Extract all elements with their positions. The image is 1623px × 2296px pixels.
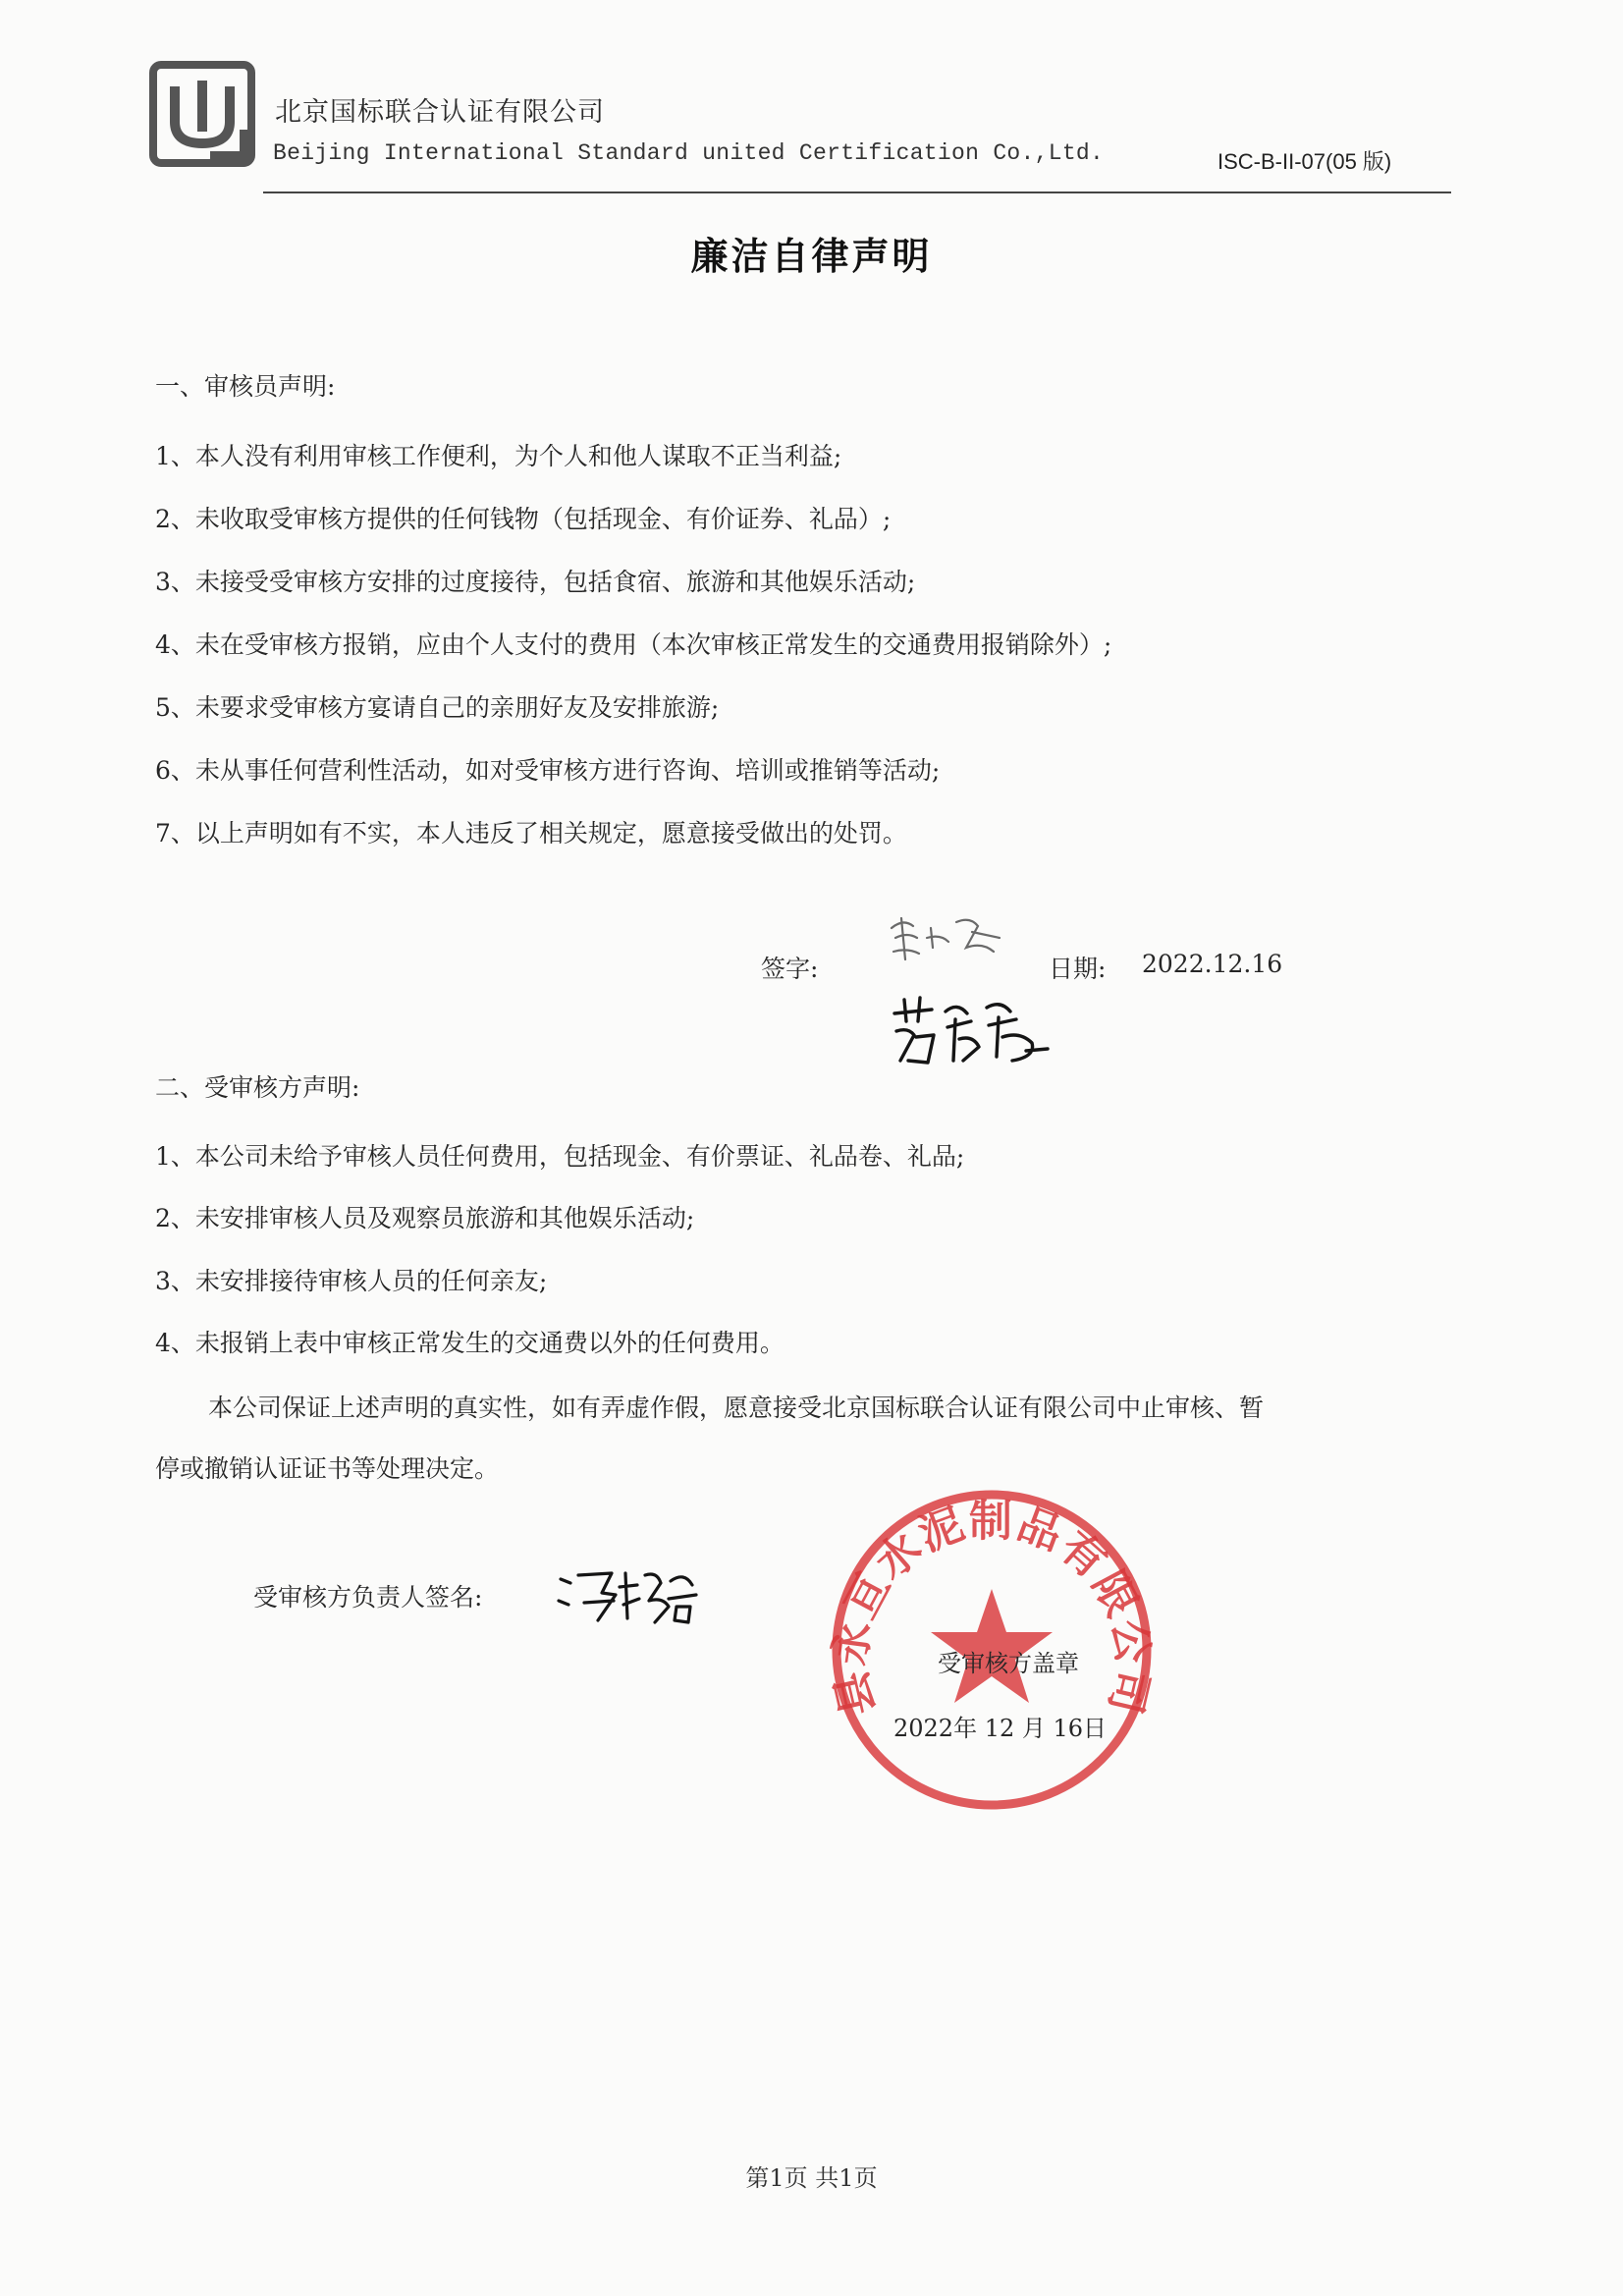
section2-item: 4、未报销上表中审核正常发生的交通费以外的任何费用。 xyxy=(155,1329,784,1357)
seal-label: 受审核方盖章 xyxy=(938,1650,1079,1677)
page-title: 廉洁自律声明 xyxy=(690,235,933,278)
responsible-signature xyxy=(555,1561,702,1630)
document-code: ISC-B-II-07(05 版) xyxy=(1217,149,1392,174)
section2-item: 1、本公司未给予审核人员任何费用，包括现金、有价票证、礼品卷、礼品; xyxy=(155,1142,965,1171)
guarantee-text: 停或撤销认证证书等处理决定。 xyxy=(155,1454,500,1483)
guarantee-text: 本公司保证上述声明的真实性，如有弄虚作假，愿意接受北京国标联合认证有限公司中止审核、暂 xyxy=(208,1394,1265,1422)
section2-item: 2、未安排审核人员及观察员旅游和其他娱乐活动; xyxy=(155,1204,695,1232)
section1-item: 6、未从事任何营利性活动，如对受审核方进行咨询、培训或推销等活动; xyxy=(155,756,941,785)
auditor-date-label: 日期: xyxy=(1049,955,1107,983)
auditor-signature-2 xyxy=(889,992,1055,1070)
auditee-date: 2022年 12 月 16日 xyxy=(893,1715,1108,1742)
seal-text: 县永亘水泥制品有限公司 xyxy=(825,1496,1159,1721)
section1-item: 5、未要求受审核方宴请自己的亲朋好友及安排旅游; xyxy=(155,693,720,722)
section1-item: 1、本人没有利用审核工作便利，为个人和他人谋取不正当利益; xyxy=(155,442,842,470)
auditor-signature-1 xyxy=(884,908,1011,967)
section2-item: 3、未安排接待审核人员的任何亲友; xyxy=(155,1267,548,1295)
company-name-en: Beijing International Standard united Certification Co.,Ltd. xyxy=(273,140,1105,166)
company-logo xyxy=(149,61,255,167)
section1-item: 3、未接受受审核方安排的过度接待，包括食宿、旅游和其他娱乐活动; xyxy=(155,568,916,596)
section1-heading: 一、审核员声明: xyxy=(155,372,336,401)
auditor-sign-label: 签字: xyxy=(761,955,819,983)
section1-item: 7、以上声明如有不实，本人违反了相关规定，愿意接受做出的处罚。 xyxy=(155,819,907,847)
section1-item: 4、未在受审核方报销，应由个人支付的费用（本次审核正常发生的交通费用报销除外）; xyxy=(155,630,1112,659)
company-name-cn: 北京国标联合认证有限公司 xyxy=(275,97,605,128)
header-divider xyxy=(263,191,1451,193)
page-number: 第1页 共1页 xyxy=(745,2164,878,2192)
section1-item: 2、未收取受审核方提供的任何钱物（包括现金、有价证券、礼品）; xyxy=(155,505,892,533)
responsible-sign-label: 受审核方负责人签名: xyxy=(253,1583,483,1612)
auditor-date-value: 2022.12.16 xyxy=(1142,950,1283,978)
section2-heading: 二、受审核方声明: xyxy=(155,1073,360,1102)
